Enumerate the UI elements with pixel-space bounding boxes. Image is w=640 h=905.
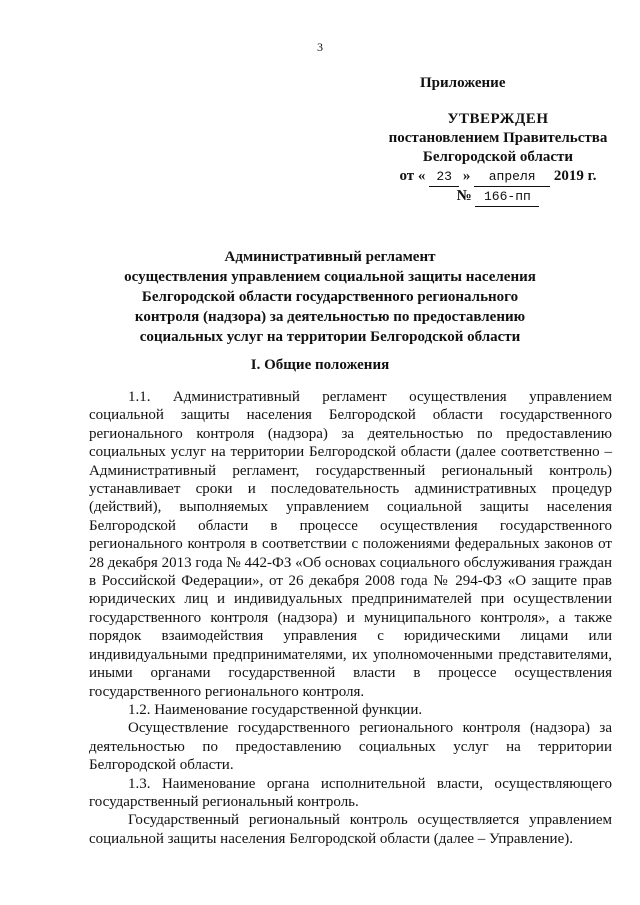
- paragraph-1-1: 1.1. Административный регламент осуществления управлением социальной защиты населения Белгородской области государственного регионального контроля (надзора) за деятельностью по предоставлению социальных услуг на территории Белгородской области (далее соответственно – Административный регламент, государственный региональный контроль) устанавливает сроки и последовательность административных процедур (действий), выполняемых управлением социальной защиты населения Белгородской области в процессе осуществления государственного регионального контроля в соответствии с положениями федеральных законов от 28 декабря 2013 года № 442-ФЗ «Об основах социального обслуживания граждан в Российской Федерации», от 26 декабря 2008 года № 294-ФЗ «О защите прав юридических лиц и индивидуальных предпринимателей при осуществлении государственного контроля (надзора) и муниципального контроля», а также порядок взаимодействия управления с юридическими лицами или индивидуальными предпринимателями, их уполномоченными представителями, иными органами государственной власти в процессе осуществления государственного регионального контроля.: [89, 389, 612, 700]
- title-line: Административный регламент: [224, 249, 436, 265]
- number-prefix: №: [456, 188, 472, 204]
- title-line: контроля (надзора) за деятельностью по предоставлению: [134, 309, 526, 325]
- date-day: 23: [429, 167, 459, 187]
- section-heading: I. Общие положения: [250, 357, 390, 373]
- page-number: 3: [317, 40, 323, 54]
- title-line: социальных услуг на территории Белгородской области: [139, 329, 521, 345]
- paragraph-1-3: 1.3. Наименование органа исполнительной власти, осуществляющего государственный региональный контроль.: [89, 775, 612, 810]
- paragraph-1-2: 1.2. Наименование государственной функции.: [128, 701, 423, 718]
- approval-date-line: [378, 167, 618, 187]
- decree-number: 166-пп: [475, 187, 539, 207]
- paragraph-function-text: Осуществление государственного регионального контроля (надзора) за деятельностью по предоставлению социальных услуг на территории Белгородской области.: [89, 720, 612, 774]
- approval-block: [378, 110, 618, 207]
- date-prefix: от «: [399, 168, 426, 184]
- approval-decree-line: постановлением Правительства: [388, 130, 608, 146]
- document-title: [80, 247, 580, 347]
- approval-number-line: [378, 187, 618, 207]
- document-body: [89, 388, 612, 848]
- date-month: апреля: [474, 167, 550, 187]
- approval-heading: УТВЕРЖДЕН: [447, 111, 549, 127]
- title-line: Белгородской области государственного регионального: [141, 289, 519, 305]
- title-line: осуществления управлением социальной защиты населения: [124, 269, 536, 285]
- date-year: 2019 г.: [553, 168, 597, 184]
- paragraph-authority-text: Государственный региональный контроль осуществляется управлением социальной защиты населения Белгородской области (далее – Управление).: [89, 812, 612, 847]
- approval-region-line: Белгородской области: [422, 149, 574, 165]
- date-day-suffix: »: [462, 168, 471, 184]
- appendix-label: Приложение: [420, 75, 506, 91]
